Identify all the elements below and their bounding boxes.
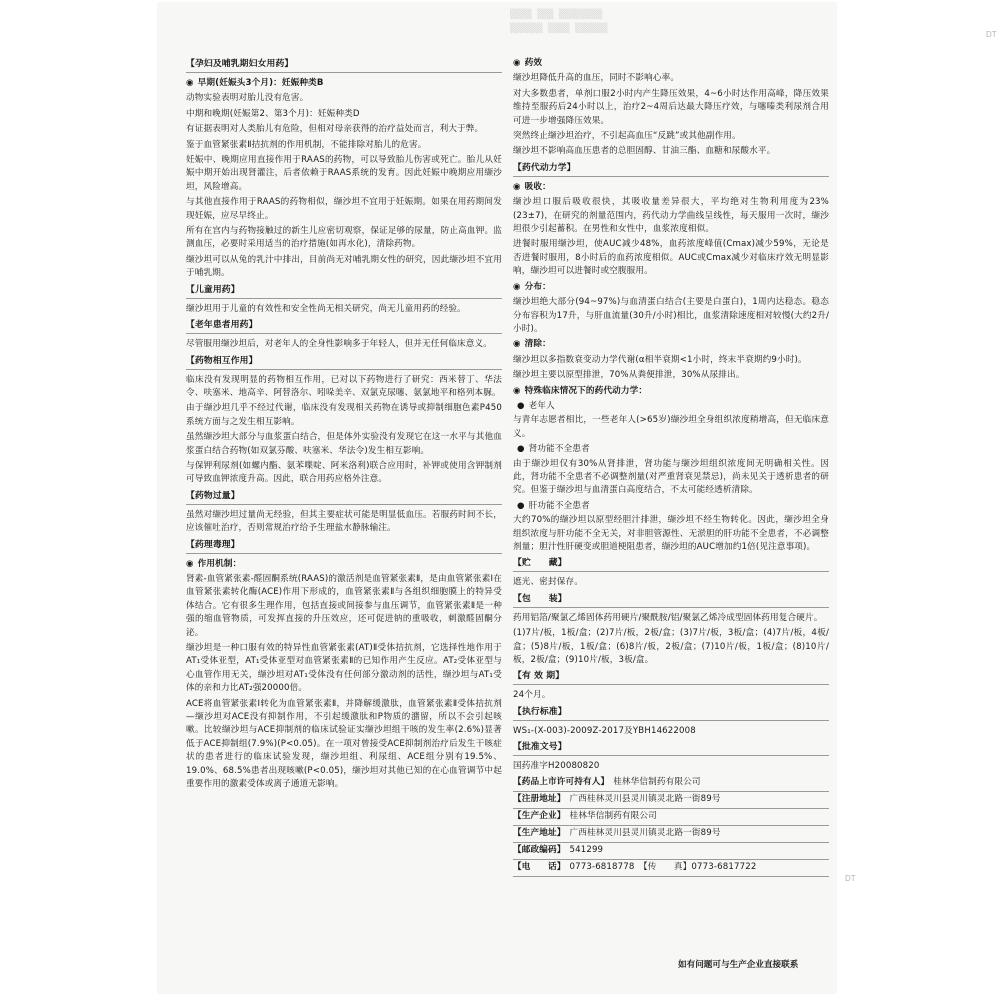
subsection-label: 作用机制： — [197, 558, 242, 569]
bullet-circle-icon: ◉ — [513, 58, 521, 68]
info-field — [513, 793, 829, 809]
subsection-label: 吸收： — [524, 181, 551, 192]
subsection-heading — [513, 281, 829, 294]
bullet-circle-icon: ◉ — [186, 78, 194, 88]
info-field-label: 【邮政编码】 — [513, 844, 566, 855]
bullet-circle-icon: ◉ — [513, 339, 521, 350]
paragraph: 虽然对缬沙坦过量尚无经验，但其主要症状可能是明显低血压。若服药时间不长，应该催吐治疗，否则常规治疗给予生理盐水静脉输注。 — [186, 509, 502, 534]
paragraph: 由于缬沙坦几乎不经过代谢，临床没有发现相关药物在诱导或抑制细胞色素P450系统方面与之发生相互影响。 — [186, 403, 502, 427]
bullet-label: 老年人 — [528, 400, 555, 411]
info-field-value: 广西桂林灵川县灵川镇灵北路一街89号 — [569, 793, 721, 804]
info-field-label: 【电 话】 — [513, 861, 566, 872]
paragraph: 缬沙坦口服后吸收很快，其吸收量差异很大，平均绝对生物利用度为23%(23±7)，在研究的剂量范围内，药代动力学曲线呈线性，每天服用一次时，缬沙坦很少引起蓄积。在男性和女性中，血浆浓度相似。 — [513, 197, 829, 235]
paragraph: 对大多数患者，单剂口服2小时内产生降压效果，4~6小时达作用高峰，降压效果维持至服药后24小时以上，治疗2~4周后达最大降压疗效，与噻嗪类利尿剂合用可进一步增强降压效果。 — [513, 88, 829, 126]
bullet-circle-icon: ◉ — [513, 385, 521, 396]
paragraph: 大约70%的缬沙坦以原型经胆汁排泄，缬沙坦不经生物转化。因此，缬沙坦全身组织浓度与肝功能不全无关，对非胆管源性、无淤胆的肝功能不全患者，不必调整剂量；胆汁性肝硬变或胆道梗阻患者，缬沙坦的AUC增加约1倍(见注意事项)。 — [513, 515, 829, 552]
section-heading: 【药代动力学】 — [513, 162, 829, 177]
paragraph: 缬沙坦降低升高的血压，同时不影响心率。 — [513, 73, 680, 84]
info-field-label: 【注册地址】 — [513, 793, 566, 804]
bullet-item — [517, 500, 829, 513]
section-heading: 【包 装】 — [513, 593, 829, 608]
info-field-value: 541299 — [569, 844, 604, 855]
paragraph: 与其他直接作用于RAAS的药物相似，缬沙坦不宜用于妊娠期。如果在用药期间发现妊娠，应尽早终止。 — [186, 197, 502, 221]
section-heading: 【有 效 期】 — [513, 670, 829, 685]
paragraph: 缬沙坦以多指数衰变动力学代谢(α相半衰期<1小时，终末半衰期约9小时)。 — [513, 354, 807, 365]
paragraph: 虽然缬沙坦大部分与血浆蛋白结合，但是体外实验没有发现它在这一水平与其他血浆蛋白结合药物(如双氯芬酸、呋塞米、华法令)发生相互影响。 — [186, 432, 502, 456]
paragraph: 遮光、密封保存。 — [513, 577, 583, 588]
paragraph: 鉴于血管紧张素Ⅱ拮抗剂的作用机制，不能排除对胎儿的危害。 — [186, 139, 427, 150]
subsection-label: 特殊临床情况下的药代动力学： — [524, 385, 648, 396]
paragraph: 临床没有发现明显的药物相互作用，已对以下药物进行了研究：西米替丁、华法令、呋塞米、地高辛、阿替洛尔、吲哚美辛、双氯克尿噻、氨氯地平和格列本脲。 — [186, 374, 502, 398]
subsection-label: 分布： — [524, 281, 551, 292]
section-heading: 【执行标准】 — [513, 706, 829, 721]
bullet-dot-icon: ● — [517, 500, 525, 511]
paragraph: 药用铝箔/聚氯乙烯固体药用硬片/聚酰胺/铝/聚氯乙烯冷成型固体药用复合硬片。 — [513, 612, 823, 623]
paragraph: 缬沙坦绝大部分(94~97%)与血清蛋白结合(主要是白蛋白)，1周内达稳态。稳态分布容积为17升，与肝血流量(30升/小时)相比，血浆清除速度相对较慢(大约2升/小时)。 — [513, 297, 829, 334]
info-field-value: 广西桂林灵川县灵川镇灵北路一街89号 — [569, 827, 721, 838]
subsection-label: 药效 — [524, 58, 543, 68]
info-field — [513, 861, 829, 877]
bullet-dot-icon: ● — [517, 444, 525, 455]
section-heading: 【儿童用药】 — [186, 284, 502, 299]
info-field-label: 【生产地址】 — [513, 827, 566, 838]
paragraph: 进餐时服用缬沙坦，使AUC减少48%，血药浓度峰值(Cmax)减少59%，无论是否进餐时服用，8小时后的血药浓度相似。AUC或Cmax减少对临床疗效无明显影响，缬沙坦可以进餐时或空腹服用。 — [513, 239, 829, 277]
bullet-circle-icon: ◉ — [513, 281, 521, 292]
section-heading: 【药物相互作用】 — [186, 355, 502, 370]
contact-manufacturer-note: 如有问题可与生产企业直接联系 — [678, 960, 799, 970]
bullet-item — [517, 443, 829, 456]
paragraph: 与保钾利尿剂(如螺内酯、氨苯喋啶、阿米洛利)联合应用时，补钾或使用含钾制剂可导致血钾浓度升高。因此，联合用药应格外注意。 — [186, 460, 502, 485]
corner-watermark: DT — [845, 874, 856, 883]
paragraph: 缬沙坦可以从兔的乳汁中排出，目前尚无对哺乳期女性的研究，因此缬沙坦不宜用于哺乳期。 — [186, 254, 502, 279]
paragraph: (1)7片/板，1板/盒；(2)7片/板，2板/盒；(3)7片/板，3板/盒；(4)7片/板，4板/盒；(5)8片/板，1板/盒；(6)8片/板，2板/盒；(7)10片/板，1板/盒；(8)10片/板，2板/盒；(9)10片/板，3板/盒。 — [513, 628, 829, 666]
paragraph: 缬沙坦主要以原型排泄，70%从粪便排泄，30%从尿排出。 — [513, 370, 745, 381]
corner-watermark: DT — [986, 30, 997, 39]
subsection-heading — [186, 77, 502, 90]
info-field — [513, 827, 829, 843]
subsection-label: 早期(妊娠头3个月)：妊娠种类B — [197, 78, 324, 88]
section-heading: 【贮 藏】 — [513, 557, 829, 572]
info-field-value: 桂林华信制药有限公司 — [613, 776, 701, 787]
info-field-value: 桂林华信制药有限公司 — [569, 810, 657, 821]
bleed-through-text: ▒▒▒▒ ▒▒▒ ▒▒▒▒▒▒▒▒ — [510, 10, 603, 20]
section-heading: 【药理毒理】 — [186, 539, 502, 554]
right-column — [513, 55, 829, 878]
paragraph: WS₁-(X-003)-2009Z-2017及YBH14622008 — [513, 725, 696, 736]
paragraph: 中期和晚期(妊娠第2、第3个月)：妊娠种类D — [186, 108, 360, 119]
subsection-heading — [513, 385, 829, 398]
info-field-value: 0773-6818778 【传 真】0773-6817722 — [569, 861, 757, 872]
paragraph: 国药准字H20080820 — [513, 761, 600, 772]
paragraph: 由于缬沙坦仅有30%从肾排泄，肾功能与缬沙坦组织浓度间无明确相关性。因此，肾功能不全患者不必调整剂量(对严重肾衰见禁忌)，尚未见关于透析患者的研究。但鉴于缬沙坦与血清蛋白高度结合，不太可能经透析清除。 — [513, 458, 829, 496]
info-field-label: 【生产企业】 — [513, 810, 566, 821]
subsection-label: 清除： — [524, 339, 551, 350]
paragraph: 突然终止缬沙坦治疗，不引起高血压“反跳”或其他副作用。 — [513, 131, 741, 142]
bullet-circle-icon: ◉ — [186, 558, 194, 569]
section-heading: 【孕妇及哺乳期妇女用药】 — [186, 58, 502, 73]
section-heading: 【药物过量】 — [186, 490, 502, 505]
subsection-heading — [513, 57, 829, 70]
info-field-label: 【药品上市许可持有人】 — [513, 776, 610, 787]
paragraph: 与青年志愿者相比，一些老年人(>65岁)缬沙坦全身组织浓度稍增高，但无临床意义。 — [513, 415, 829, 439]
bullet-dot-icon: ● — [517, 400, 525, 411]
bullet-label: 肝功能不全患者 — [528, 500, 590, 511]
paragraph: 动物实验表明对胎儿没有危害。 — [186, 93, 309, 104]
paragraph: 尽管服用缬沙坦后，对老年人的全身性影响多于年轻人，但并无任何临床意义。 — [186, 339, 493, 350]
subsection-heading — [513, 181, 829, 194]
paragraph: 肾素-血管紧张素-醛固酮系统(RAAS)的激活剂是血管紧张素Ⅱ，是由血管紧张素Ⅰ在血管紧张素转化酶(ACE)作用下形成的，血管紧张素Ⅱ与各组织细胞膜上的特异受体结合。它有很多生理作用，包括直接或间接参与血压调节，血管紧张素Ⅱ是一种强的缩血管物质，可发挥直接的升压效应，还可促进钠的重吸收，刺激醛固酮分泌。 — [186, 573, 502, 638]
section-heading: 【批准文号】 — [513, 741, 829, 756]
bullet-label: 肾功能不全患者 — [528, 444, 590, 455]
info-field — [513, 810, 829, 826]
info-field — [513, 776, 829, 792]
paragraph: 所有在宫内与药物接触过的新生儿应密切观察，保证足够的尿量，防止高血钾。监测血压，必要时采用适当的治疗措施(如再水化)，清除药物。 — [186, 226, 502, 250]
info-field — [513, 844, 829, 860]
bullet-circle-icon: ◉ — [513, 181, 521, 192]
paragraph: 缬沙坦是一种口服有效的特异性血管紧张素(AT)Ⅱ受体拮抗剂，它选择性地作用于AT₁受体亚型，AT₁受体亚型对血管紧张素Ⅱ的已知作用产生反应。AT₂受体亚型与心血管作用无关，缬沙坦对AT₁受体没有任何部分激动剂的活性，缬沙坦与AT₁受体的亲和力比AT₂强20000倍。 — [186, 643, 502, 694]
paragraph: 缬沙坦用于儿童的有效性和安全性尚无相关研究，尚无儿童用药的经验。 — [186, 303, 466, 314]
paragraph: 有证据表明对人类胎儿有危险，但相对母亲获得的治疗益处而言，利大于弊。 — [186, 124, 484, 135]
package-insert-sheet — [158, 3, 836, 993]
paragraph: 缬沙坦不影响高血压患者的总胆固醇、甘油三酯、血糖和尿酸水平。 — [513, 146, 776, 157]
left-column — [186, 55, 502, 793]
subsection-heading — [513, 338, 829, 351]
paragraph: ACE将血管紧张素Ⅰ转化为血管紧张素Ⅱ，并降解缓激肽，血管紧张素Ⅱ受体拮抗剂—缬沙坦对ACE没有抑制作用，不引起缓激肽和P物质的潴留，所以不会引起咳嗽。比较缬沙坦与ACE抑制剂的临床试验证实缬沙坦组干咳的发生率(2.6%)显著低于ACE抑制组(7.9%)(P<0.05)。在一项对曾接受ACE抑制剂治疗后发生干咳症状的患者进行的临床试验发现，缬沙坦组、利尿组、ACE组分别有19.5%、19.0%、68.5%患者出现咳嗽(P<0.05)，缬沙坦对其他已知的在心血管调节中起重要作用的激素受体或离子通道无影响。 — [186, 698, 502, 790]
bleed-through-text: ▒▒▒▒▒▒ ▒▒▒▒ ▒▒▒▒▒▒ — [510, 24, 608, 34]
paragraph: 妊娠中、晚期应用直接作用于RAAS的药物，可以导致胎儿伤害或死亡。胎儿从妊娠中期开始出现肾灌注，后者依赖于RAAS系统的发育。因此妊娠中晚期应用缬沙坦，风险增高。 — [186, 155, 502, 192]
bullet-item — [517, 400, 829, 413]
subsection-heading — [186, 558, 502, 571]
paragraph: 24个月。 — [513, 690, 551, 701]
section-heading: 【老年患者用药】 — [186, 319, 502, 334]
